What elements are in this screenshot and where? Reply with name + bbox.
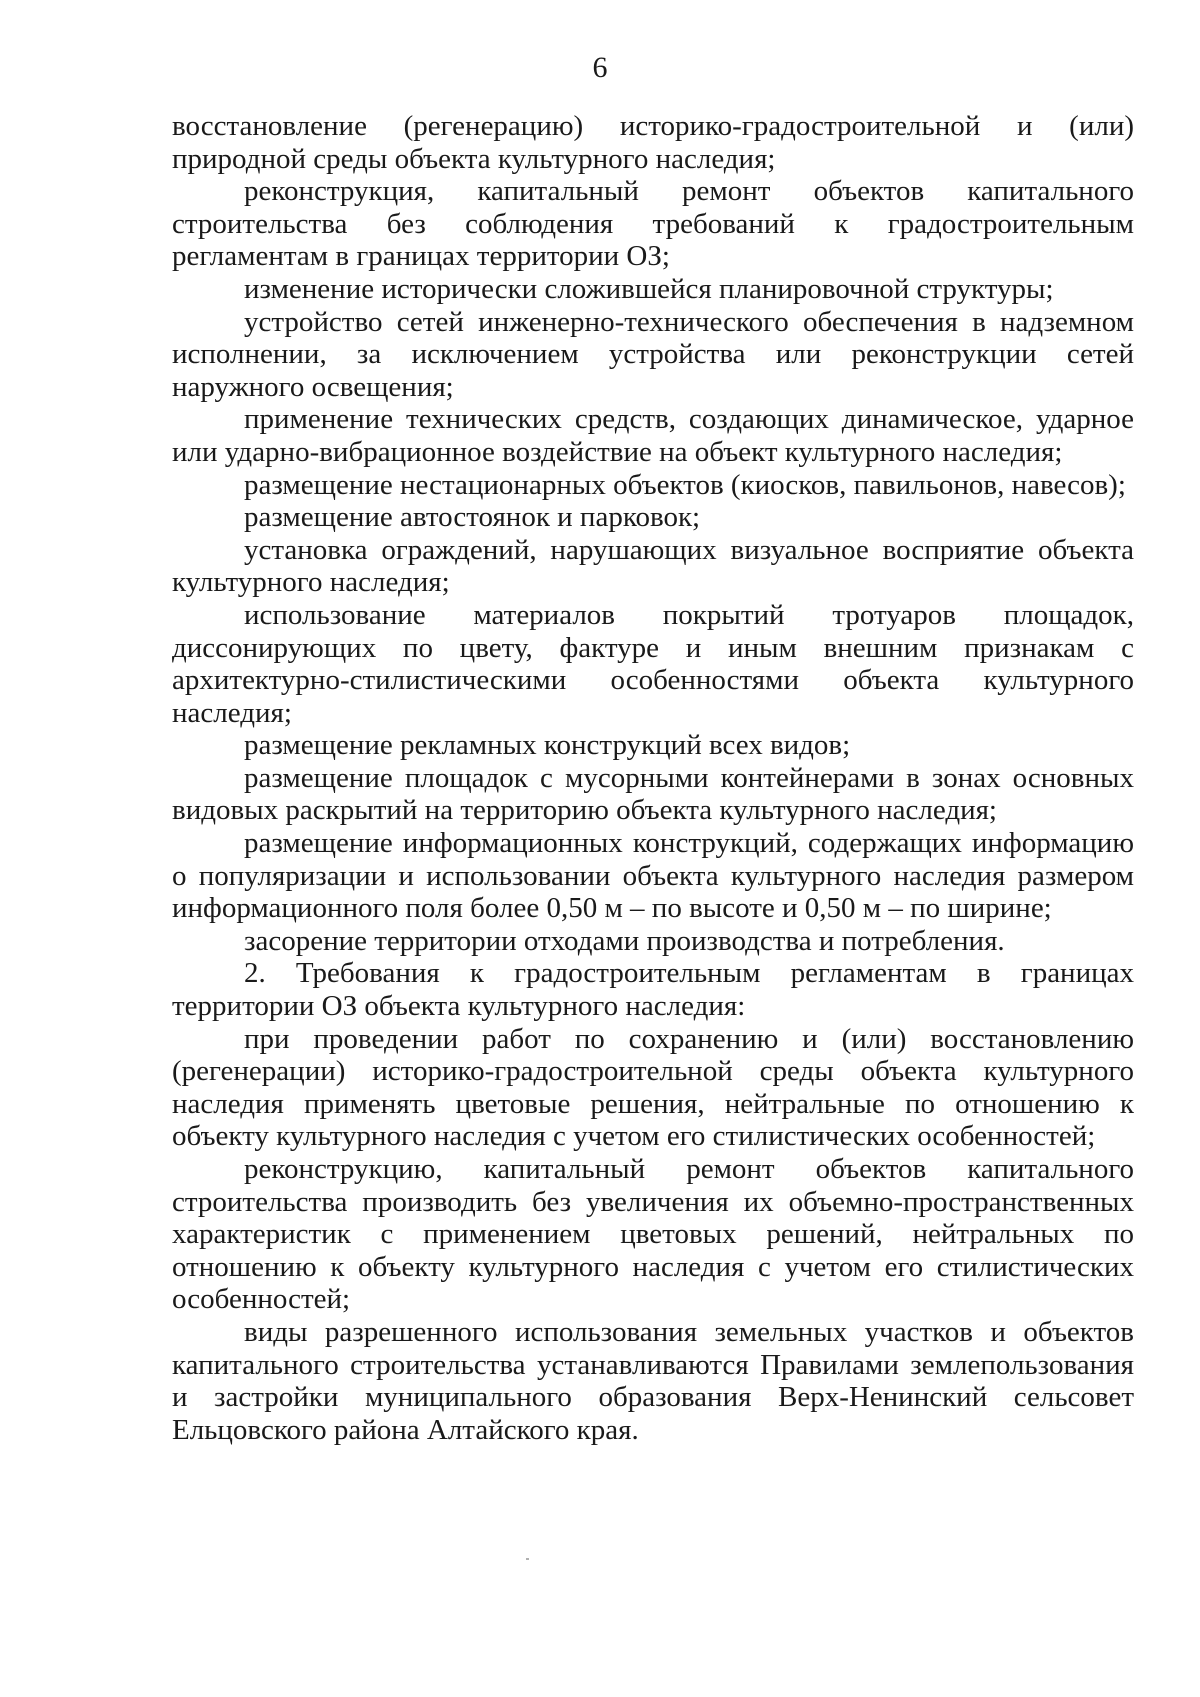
paragraph-11: размещение площадок с мусорными контейнерами в зонах основных видовых раскрытий на территорию объекта культурного наследия; xyxy=(172,761,1134,827)
paragraph-4: устройство сетей инженерно-технического обеспечения в надземном исполнении, за исключением устройства или реконструкции сетей наружного освещения; xyxy=(172,305,1134,403)
paragraph-14: 2. Требования к градостроительным регламентам в границах территории ОЗ объекта культурного наследия: xyxy=(172,957,1134,1023)
page-number: 6 xyxy=(592,51,608,84)
paragraph-9: использование материалов покрытий тротуаров площадок, диссонирующих по цвету, фактуре и иным внешним признакам с архитектурно-стилистическими особенностями объекта культурного наследия; xyxy=(172,598,1134,729)
scan-speck xyxy=(526,1558,529,1560)
paragraph-13: засорение территории отходами производства и потребления. xyxy=(244,924,1005,957)
document-body xyxy=(172,110,1134,1446)
paragraph-10: размещение рекламных конструкций всех видов; xyxy=(244,729,851,762)
paragraph-5: применение технических средств, создающих динамическое, ударное или ударно-вибрационное воздействие на объект культурного наследия; xyxy=(172,403,1134,468)
paragraph-15: при проведении работ по сохранению и (или) восстановлению (регенерации) историко-градостроительной среды объекта культурного наследия применять цветовые решения, нейтральные по отношению к объекту культурного наследия с учетом его стилистических особенностей; xyxy=(172,1022,1134,1153)
paragraph-3: изменение исторически сложившейся планировочной структуры; xyxy=(244,272,1054,305)
paragraph-1: восстановление (регенерацию) историко-градостроительной и (или) природной среды объекта культурного наследия; xyxy=(172,110,1134,175)
paragraph-16: реконструкцию, капитальный ремонт объектов капитального строительства производить без увеличения их объемно-пространственных характеристик с применением цветовых решений, нейтральных по отношению к объекту культурного наследия с учетом его стилистических особенностей; xyxy=(172,1153,1134,1316)
paragraph-2: реконструкция, капитальный ремонт объектов капитального строительства без соблюдения требований к градостроительным регламентам в границах территории ОЗ; xyxy=(172,175,1134,273)
paragraph-17: виды разрешенного использования земельных участков и объектов капитального строительства устанавливаются Правилами землепользования и застройки муниципального образования Верх-Ненинский сельсовет Ельцовского района Алтайского края. xyxy=(172,1315,1134,1446)
paragraph-6: размещение нестационарных объектов (киосков, павильонов, навесов); xyxy=(244,468,1126,501)
paragraph-7: размещение автостоянок и парковок; xyxy=(244,501,701,534)
paragraph-8: установка ограждений, нарушающих визуальное восприятие объекта культурного наследия; xyxy=(172,533,1134,599)
paragraph-12: размещение информационных конструкций, содержащих информацию о популяризации и использовании объекта культурного наследия размером информационного поля более 0,50 м – по высоте и 0,50 м – по ширине; xyxy=(172,827,1134,925)
